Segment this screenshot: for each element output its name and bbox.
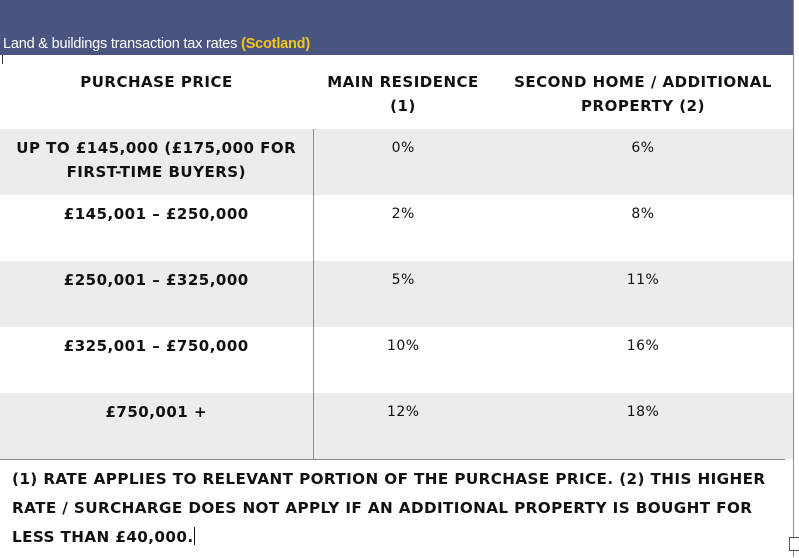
price-band: £250,001 – £325,000 [0,261,313,327]
table-row [0,261,793,327]
main-rate: 2% [391,206,415,222]
table-row [0,129,793,195]
price-band: £750,001 + [0,393,313,459]
table-header-row [0,64,793,129]
table-row [0,393,793,459]
price-band: £325,001 – £750,000 [0,327,313,393]
footnote-box[interactable] [0,459,785,558]
footnote-text[interactable] [12,465,782,552]
text-cursor [194,527,195,545]
title-banner [0,0,793,55]
table-row [0,327,793,393]
main-rate: 10% [386,338,420,354]
banner-title-text: Land & buildings transaction tax rates [3,36,238,52]
header-purchase-price: PURCHASE PRICE [80,73,233,91]
header-main-residence: MAIN RESIDENCE (1) [327,73,479,115]
price-band: £145,001 – £250,000 [0,195,313,261]
price-band: UP TO £145,000 (£175,000 FOR FIRST-TIME BUYERS) [0,129,313,195]
second-rate: 18% [493,393,793,459]
second-rate: 16% [626,338,660,354]
second-rate: 8% [631,206,655,222]
tax-rates-table [0,64,794,459]
footnote-content[interactable]: (1) RATE APPLIES TO RELEVANT PORTION OF THE PURCHASE PRICE. (2) THIS HIGHER RATE / SURCHARGE DOES NOT APPLY IF AN ADDITIONAL PROPERTY IS BOUGHT FOR LESS THAN £40,000. [12,470,766,546]
main-rate: 0% [313,129,493,195]
header-second-home: SECOND HOME / ADDITIONAL PROPERTY (2) [514,73,772,115]
second-rate: 11% [493,261,793,327]
main-rate: 12% [313,393,493,459]
second-rate: 6% [493,129,793,195]
table-row [0,195,793,261]
main-rate: 5% [313,261,493,327]
page-edge [793,0,794,557]
banner-region: (Scotland) [241,36,310,52]
insertion-marker [2,55,3,64]
banner-title [3,36,310,52]
resize-handle[interactable] [789,537,799,551]
